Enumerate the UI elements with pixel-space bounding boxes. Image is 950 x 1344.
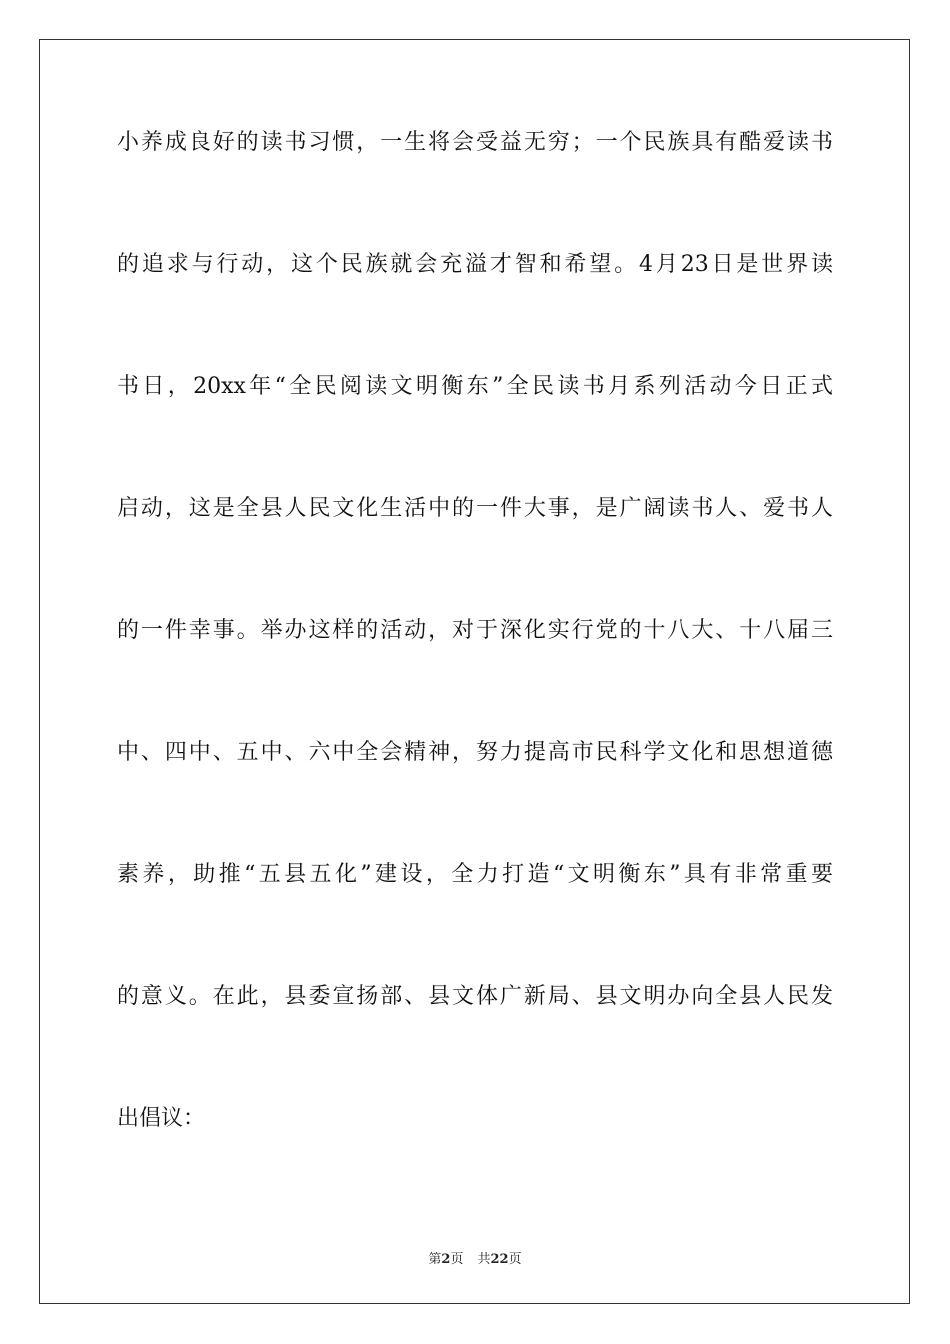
- page-suffix: 页: [450, 1252, 464, 1267]
- total-pages: 22: [490, 1252, 509, 1267]
- body-line-5: 的一件幸事。举办这样的活动，对于深化实行党的十八大、十八届三: [117, 618, 833, 643]
- body-line-8: 的意义。在此，县委宣扬部、县文体广新局、县文明办向全县人民发: [117, 984, 833, 1009]
- body-line-4: 启动，这是全县人民文化生活中的一件大事，是广阔读书人、爱书人: [117, 496, 833, 521]
- body-text: [117, 128, 833, 1226]
- page-prefix: 第: [428, 1252, 442, 1267]
- page-footer: [0, 1248, 950, 1267]
- page-number: 2: [441, 1252, 451, 1267]
- body-line-3: 书日，20xx年“全民阅读文明衡东”全民读书月系列活动今日正式: [117, 374, 833, 399]
- total-suffix: 页: [508, 1252, 522, 1267]
- total-prefix: 共: [477, 1252, 491, 1267]
- body-line-7: 素养，助推“五县五化”建设，全力打造“文明衡东”具有非常重要: [117, 862, 833, 887]
- body-line-9: 出倡议：: [117, 1106, 206, 1131]
- body-line-6: 中、四中、五中、六中全会精神，努力提高市民科学文化和思想道德: [117, 740, 833, 765]
- body-line-1: 小养成良好的读书习惯，一生将会受益无穷；一个民族具有酷爱读书: [117, 130, 833, 155]
- body-line-2: 的追求与行动，这个民族就会充溢才智和希望。4月23日是世界读: [117, 252, 833, 277]
